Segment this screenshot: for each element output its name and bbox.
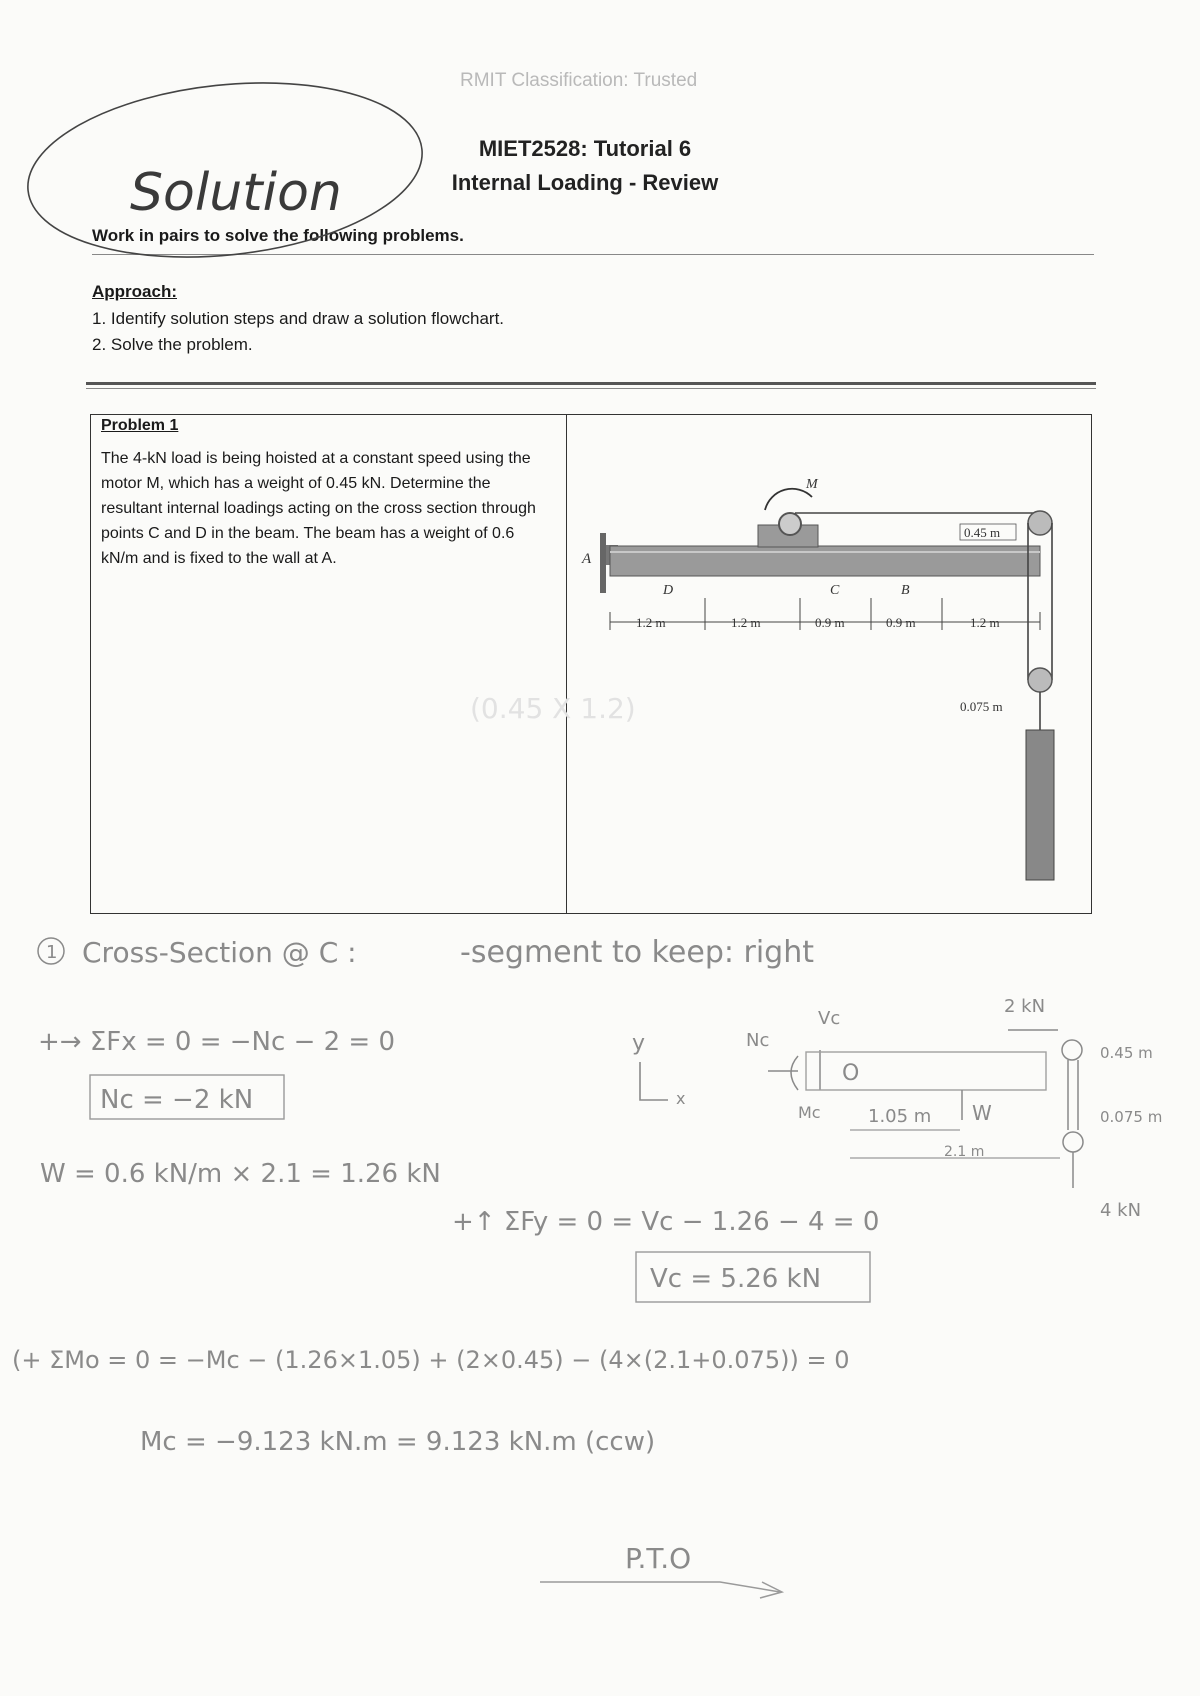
axis-x-label: x bbox=[676, 1089, 686, 1108]
fbd-force-4kn: 4 kN bbox=[1100, 1200, 1142, 1221]
problem-heading: Problem 1 bbox=[101, 417, 179, 434]
equation-fy: +↑ ΣFy = 0 = Vc − 1.26 − 4 = 0 bbox=[452, 1207, 880, 1237]
beam-diagram bbox=[581, 477, 1054, 880]
moment-arrow-icon bbox=[791, 1056, 798, 1090]
beam bbox=[610, 546, 1040, 576]
label-m: M bbox=[806, 477, 818, 492]
fbd-label-w: W bbox=[972, 1101, 992, 1125]
pulley-icon bbox=[1062, 1040, 1082, 1060]
label-c: C bbox=[830, 583, 840, 598]
label-b: B bbox=[901, 583, 910, 598]
fbd-label-o: O bbox=[842, 1061, 860, 1086]
motor-moment-arrow bbox=[765, 489, 812, 510]
dim-pulley-radius: 0.075 m bbox=[960, 699, 1003, 714]
dim-3: 0.9 m bbox=[815, 615, 845, 630]
fbd-label-vc: Vc bbox=[818, 1008, 841, 1029]
classification-label: RMIT Classification: Trusted bbox=[460, 70, 698, 91]
dim-1: 1.2 m bbox=[636, 615, 666, 630]
dim-2: 1.2 m bbox=[731, 615, 761, 630]
equation-moment: (+ ΣMo = 0 = −Mc − (1.26×1.05) + (2×0.45) − (4×(2.1+0.075)) = 0 bbox=[12, 1346, 850, 1374]
pulley-bottom bbox=[1028, 668, 1052, 692]
axis-y-label: y bbox=[632, 1031, 646, 1056]
course-title: MIET2528: Tutorial 6 bbox=[478, 136, 692, 161]
instructions: Work in pairs to solve the following problems. bbox=[92, 226, 464, 245]
page-subtitle: Internal Loading - Review bbox=[451, 170, 719, 195]
axis-icon bbox=[640, 1062, 668, 1100]
free-body-diagram bbox=[632, 996, 1162, 1221]
label-a: A bbox=[582, 551, 592, 567]
pulley-top bbox=[1028, 511, 1052, 535]
fbd-label-nc: Nc bbox=[746, 1030, 770, 1051]
fbd-dim-045: 0.45 m bbox=[1100, 1044, 1153, 1062]
pto-note: P.T.O bbox=[625, 1542, 692, 1575]
problem-statement: The 4-kN load is being hoisted at a constant speed using the motor M, which has a weight of 0.45 kN. Determine the resultant internal loadings acting on the cross section through points C and D in the beam. The beam has a weight of 0.6 kN/m and is fixed to the wall at A. bbox=[101, 450, 536, 567]
wall bbox=[600, 533, 606, 593]
section-label: Cross-Section @ C : bbox=[82, 936, 357, 969]
fbd-dim-0075: 0.075 m bbox=[1100, 1108, 1163, 1126]
result-vc: Vc = 5.26 kN bbox=[650, 1264, 822, 1294]
dim-5: 1.2 m bbox=[970, 615, 1000, 630]
fbd-dim-21: 2.1 m bbox=[944, 1144, 985, 1160]
fbd-dim-105: 1.05 m bbox=[868, 1106, 932, 1127]
fbd-label-mc: Mc bbox=[798, 1103, 821, 1122]
faded-note: (0.45 X 1.2) bbox=[470, 692, 636, 725]
motor-drum bbox=[779, 513, 801, 535]
approach-step-2: 2. Solve the problem. bbox=[92, 335, 253, 354]
approach-step-1: 1. Identify solution steps and draw a solution flowchart. bbox=[92, 309, 505, 328]
dim-045: 0.45 m bbox=[964, 525, 1001, 540]
dim-4: 0.9 m bbox=[886, 615, 916, 630]
pto-arrow bbox=[540, 1582, 780, 1592]
approach-heading: Approach: bbox=[92, 282, 177, 301]
equation-fx: +→ ΣFx = 0 = −Nc − 2 = 0 bbox=[38, 1027, 396, 1057]
equation-weight: W = 0.6 kN/m × 2.1 = 1.26 kN bbox=[40, 1159, 441, 1189]
label-d: D bbox=[663, 583, 674, 598]
hoisted-load bbox=[1026, 730, 1054, 880]
step-number: 1 bbox=[46, 942, 58, 963]
fbd-force-2kn: 2 kN bbox=[1004, 996, 1046, 1017]
segment-note: -segment to keep: right bbox=[460, 935, 814, 970]
result-nc: Nc = −2 kN bbox=[100, 1085, 254, 1115]
handwritten-solution-title: Solution bbox=[130, 163, 342, 223]
result-mc: Mc = −9.123 kN.m = 9.123 kN.m (ccw) bbox=[140, 1427, 656, 1457]
